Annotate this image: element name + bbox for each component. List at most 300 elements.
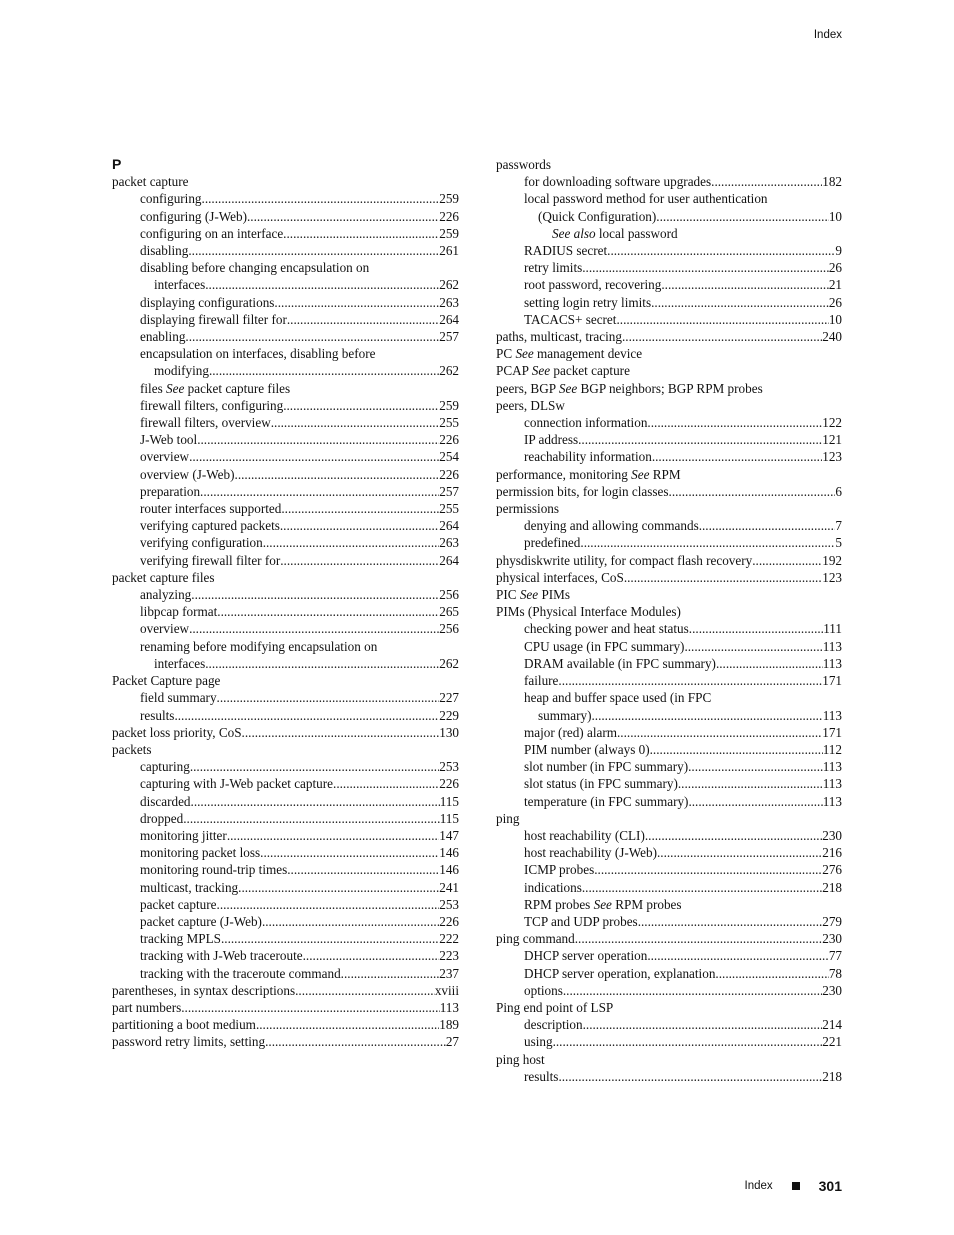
index-entry [496, 345, 842, 362]
footer-square-icon [792, 1182, 800, 1190]
index-entry [112, 982, 459, 999]
dot-leader [287, 311, 439, 328]
index-entry [496, 208, 842, 225]
index-entry-term: permissions [496, 501, 560, 517]
index-entry-page: 10 [828, 311, 842, 327]
index-entry [496, 724, 842, 741]
dot-leader [235, 466, 440, 483]
index-entry [112, 259, 459, 276]
index-entry [496, 534, 842, 551]
index-entry-page: 171 [822, 673, 842, 689]
dot-leader [580, 534, 835, 551]
index-entry-page: 262 [439, 655, 459, 671]
dot-leader [575, 930, 822, 947]
index-entry [496, 466, 842, 483]
see-reference: See [558, 380, 578, 396]
index-entry-term: packet capture (J-Web) [140, 913, 262, 929]
index-entry-page: 146 [439, 845, 459, 861]
index-entry-page: 111 [823, 621, 842, 637]
dot-leader [715, 965, 828, 982]
index-entry-page: 112 [822, 741, 842, 757]
index-entry-term: packet capture [140, 896, 217, 912]
index-entry-term: retry limits [524, 260, 583, 276]
dot-leader [191, 586, 439, 603]
index-entry-term: physdiskwrite utility, for compact flash recovery [496, 552, 753, 568]
index-column-left [112, 156, 459, 1051]
dot-leader [582, 879, 822, 896]
index-entry-term: enabling [140, 329, 186, 345]
dot-leader [295, 982, 435, 999]
index-entry [112, 930, 459, 947]
index-entry-term: modifying [154, 363, 209, 379]
index-entry [112, 362, 459, 379]
index-entry-term: major (red) alarm [524, 724, 617, 740]
index-entry [112, 414, 459, 431]
index-entry [112, 276, 459, 293]
index-entry [496, 173, 842, 190]
index-entry-term: description [524, 1017, 583, 1033]
index-entry-term: packet capture files [112, 569, 215, 585]
index-entry-term-prefix: RPM probes [524, 896, 594, 912]
index-entry-page: 255 [439, 501, 459, 517]
index-column-right [496, 156, 842, 1085]
page-footer [745, 1178, 843, 1194]
index-entry-term: IP address [524, 432, 579, 448]
index-entry [496, 380, 842, 397]
index-entry [496, 896, 842, 913]
index-entry-page: 276 [822, 862, 842, 878]
index-entry-term: Ping end point of LSP [496, 999, 614, 1015]
index-entry [496, 947, 842, 964]
index-entry [112, 827, 459, 844]
index-entry [496, 913, 842, 930]
index-entry [496, 982, 842, 999]
dot-leader [558, 1068, 822, 1085]
index-entries-left [112, 173, 459, 1050]
index-entry-page: 146 [439, 862, 459, 878]
index-entry-page: 189 [439, 1017, 459, 1033]
index-entry-page: 182 [822, 174, 842, 190]
index-entry-page: 10 [828, 208, 842, 224]
index-entry-page: 192 [822, 552, 842, 568]
index-entry [496, 793, 842, 810]
index-entry-term: renaming before modifying encapsulation on [140, 638, 378, 654]
index-entry [112, 431, 459, 448]
index-entry-term: verifying configuration [140, 535, 263, 551]
index-entry [496, 620, 842, 637]
index-entry-page: 5 [835, 535, 842, 551]
index-entry [112, 793, 459, 810]
index-entry-term: ICMP probes [524, 862, 595, 878]
index-entry [112, 534, 459, 551]
index-entry-term: slot number (in FPC summary) [524, 759, 689, 775]
index-entry [496, 414, 842, 431]
see-reference: See [531, 363, 551, 379]
index-entry [112, 741, 459, 758]
index-entry-page: 218 [822, 1068, 842, 1084]
dot-leader [263, 534, 440, 551]
index-entry-term: overview [140, 449, 190, 465]
index-entry-term-suffix: BGP neighbors; BGP RPM probes [577, 380, 763, 396]
index-entry-term: capturing with J-Web packet capture [140, 776, 334, 792]
dot-leader [688, 758, 823, 775]
index-entry [112, 225, 459, 242]
dot-leader [622, 328, 822, 345]
index-entry-page: 115 [439, 793, 459, 809]
index-entry [112, 724, 459, 741]
index-entry-term: connection information [524, 415, 648, 431]
index-entry-term [552, 225, 678, 242]
index-entry-page: 113 [822, 793, 842, 809]
index-entry-page: 259 [439, 225, 459, 241]
index-entry-page: 226 [439, 432, 459, 448]
index-entry-page: 241 [439, 879, 459, 895]
index-entry [496, 707, 842, 724]
index-entry-term: interfaces [154, 655, 206, 671]
dot-leader [558, 672, 822, 689]
index-entry-page: 21 [828, 277, 842, 293]
dot-leader [265, 1033, 446, 1050]
index-entry-page: 237 [439, 965, 459, 981]
index-entry [496, 500, 842, 517]
index-entry-page: 223 [439, 948, 459, 964]
index-entry [496, 483, 842, 500]
index-entry [496, 397, 842, 414]
index-entry-term: DHCP server operation [524, 948, 648, 964]
index-entry-term [496, 362, 630, 379]
index-entry-term: firewall filters, overview [140, 415, 271, 431]
index-entry-term: capturing [140, 759, 190, 775]
dot-leader [280, 552, 439, 569]
dot-leader [189, 448, 439, 465]
index-entry [112, 380, 459, 397]
index-entry-term: partitioning a boot medium [112, 1017, 256, 1033]
index-entry-page: 122 [822, 415, 842, 431]
index-entry-page: 253 [439, 896, 459, 912]
dot-leader [616, 311, 828, 328]
index-entry-term: summary) [538, 707, 592, 723]
index-entry-term: DHCP server operation, explanation [524, 965, 716, 981]
index-entry [496, 638, 842, 655]
dot-leader [221, 930, 439, 947]
index-entry-term: predefined [524, 535, 581, 551]
dot-leader [688, 793, 822, 810]
dot-leader [678, 775, 823, 792]
index-entry-term: physical interfaces, CoS [496, 569, 624, 585]
index-entry-page: 113 [439, 999, 459, 1015]
index-entry-page: 221 [822, 1034, 842, 1050]
index-entry-term: tracking MPLS [140, 931, 221, 947]
index-entry [112, 913, 459, 930]
index-entry-term: indications [524, 879, 582, 895]
index-entry-term: DRAM available (in FPC summary) [524, 655, 716, 671]
dot-leader [669, 483, 836, 500]
index-entry-term: local password method for user authentication [524, 191, 768, 207]
index-entry-term: password retry limits, setting [112, 1034, 266, 1050]
dot-leader [699, 517, 836, 534]
index-entry-page: 256 [439, 621, 459, 637]
index-entry-term: results [524, 1068, 559, 1084]
index-entry-page: 115 [439, 810, 459, 826]
dot-leader [303, 947, 440, 964]
dot-leader [582, 259, 829, 276]
dot-leader [262, 913, 439, 930]
index-entry [112, 517, 459, 534]
index-entry-page: 230 [822, 982, 842, 998]
index-entry [112, 947, 459, 964]
index-entry-term-prefix: performance, monitoring [496, 466, 632, 482]
dot-leader [274, 294, 439, 311]
index-entry-term: encapsulation on interfaces, disabling before [140, 346, 376, 362]
index-entry-term: peers, DLSw [496, 397, 565, 413]
index-entry-term-prefix: PIC [496, 587, 520, 603]
index-entry-term: results [140, 707, 175, 723]
index-entries-right [496, 156, 842, 1085]
index-entry [496, 586, 842, 603]
index-entry-term: (Quick Configuration) [538, 208, 657, 224]
index-entry-page: 264 [439, 311, 459, 327]
dot-leader [280, 517, 439, 534]
index-entry-term: setting login retry limits [524, 294, 652, 310]
index-entry-term: packet capture [112, 174, 189, 190]
index-entry [496, 965, 842, 982]
index-entry [496, 1033, 842, 1050]
index-entry [496, 311, 842, 328]
index-entry [496, 552, 842, 569]
index-entry [112, 294, 459, 311]
dot-leader [617, 724, 822, 741]
index-entry-page: 226 [439, 208, 459, 224]
index-entry-page: 259 [439, 191, 459, 207]
index-entry [496, 190, 842, 207]
index-entry [112, 775, 459, 792]
dot-leader [190, 758, 439, 775]
dot-leader [645, 827, 822, 844]
index-entry [496, 569, 842, 586]
index-entry-term-suffix: local password [595, 225, 678, 241]
index-entry [496, 810, 842, 827]
see-reference: See also [552, 225, 596, 241]
index-entry-term: discarded [140, 793, 191, 809]
index-entry-page: 113 [822, 638, 842, 654]
index-entry-term: router interfaces supported [140, 501, 282, 517]
index-entry [112, 896, 459, 913]
dot-leader [200, 483, 439, 500]
index-section-letter: P [112, 156, 122, 172]
index-entry [112, 672, 459, 689]
index-entry [112, 810, 459, 827]
index-entry-page: 240 [822, 329, 842, 345]
index-entry-page: 255 [439, 415, 459, 431]
index-entry [496, 844, 842, 861]
index-entry [496, 672, 842, 689]
dot-leader [205, 276, 439, 293]
dot-leader [651, 294, 829, 311]
index-entry-page: 257 [439, 329, 459, 345]
dot-leader [174, 707, 439, 724]
index-entry [112, 173, 459, 190]
index-entry-term [496, 345, 642, 362]
index-entry [112, 638, 459, 655]
index-entry-term: configuring (J-Web) [140, 208, 247, 224]
dot-leader [711, 173, 822, 190]
dot-leader [283, 225, 439, 242]
index-entry [496, 775, 842, 792]
index-entry-page: 121 [822, 432, 842, 448]
index-entry-page: xviii [434, 982, 459, 998]
index-entry [112, 1016, 459, 1033]
index-entry-page: 261 [439, 243, 459, 259]
index-entry-page: 6 [835, 483, 842, 499]
index-entry-term: denying and allowing commands [524, 518, 699, 534]
index-entry-term: failure [524, 673, 559, 689]
index-entry [112, 328, 459, 345]
index-entry-term: ping host [496, 1051, 545, 1067]
index-entry-term: firewall filters, configuring [140, 397, 284, 413]
index-entry-term: parentheses, in syntax descriptions [112, 982, 296, 998]
page-number: 301 [818, 1178, 842, 1194]
index-entry-page: 27 [445, 1034, 459, 1050]
index-entry [112, 586, 459, 603]
index-entry [496, 999, 842, 1016]
index-entry-page: 256 [439, 587, 459, 603]
index-entry-term: interfaces [154, 277, 206, 293]
index-entry-term: libpcap format [140, 604, 218, 620]
dot-leader [281, 500, 439, 517]
index-entry [496, 242, 842, 259]
dot-leader [238, 879, 439, 896]
index-entry-term [496, 380, 763, 397]
index-entry-page: 279 [822, 913, 842, 929]
dot-leader [752, 552, 822, 569]
index-entry [112, 311, 459, 328]
index-entry-term [496, 466, 681, 483]
dot-leader [271, 414, 439, 431]
dot-leader [209, 362, 439, 379]
dot-leader [684, 638, 822, 655]
index-entry-term: J-Web tool [140, 432, 198, 448]
index-entry-term: ping [496, 810, 520, 826]
index-entry-term: packets [112, 741, 152, 757]
index-entry-term: root password, recovering [524, 277, 662, 293]
index-entry [112, 448, 459, 465]
dot-leader [583, 1016, 823, 1033]
dot-leader [656, 208, 829, 225]
dot-leader [247, 208, 439, 225]
index-entry [496, 655, 842, 672]
dot-leader [227, 827, 439, 844]
dot-leader [188, 242, 439, 259]
index-entry [496, 1051, 842, 1068]
index-entry-term-suffix: RPM [649, 466, 681, 482]
index-entry-term: preparation [140, 483, 201, 499]
index-entry [496, 827, 842, 844]
index-entry-page: 259 [439, 397, 459, 413]
dot-leader [647, 947, 829, 964]
index-entry [496, 362, 842, 379]
see-reference: See [593, 896, 612, 912]
index-entry-term-prefix: PCAP [496, 363, 532, 379]
index-entry-page: 147 [439, 827, 459, 843]
index-entry-term: host reachability (J-Web) [524, 845, 657, 861]
dot-leader [661, 276, 828, 293]
index-entry [496, 276, 842, 293]
index-entry-term: permission bits, for login classes [496, 483, 669, 499]
dot-leader [607, 242, 835, 259]
index-entry-term [140, 380, 290, 397]
index-entry-term: reachability information [524, 449, 652, 465]
index-entry-page: 171 [822, 724, 842, 740]
index-entry-term: monitoring round-trip times [140, 862, 288, 878]
index-entry-page: 230 [822, 931, 842, 947]
index-entry-term: displaying firewall filter for [140, 311, 287, 327]
index-entry-page: 257 [439, 483, 459, 499]
index-entry-term: options [524, 982, 563, 998]
index-entry [112, 758, 459, 775]
index-entry-term-suffix: packet capture files [184, 380, 291, 396]
index-entry [496, 156, 842, 173]
index-entry [496, 431, 842, 448]
index-entry-term: RADIUS secret [524, 243, 608, 259]
index-entry-page: 265 [439, 604, 459, 620]
dot-leader [287, 861, 439, 878]
dot-leader [333, 775, 439, 792]
index-entry [112, 569, 459, 586]
index-entry [496, 861, 842, 878]
index-entry-term: part numbers [112, 999, 182, 1015]
index-entry-term: disabling [140, 243, 189, 259]
index-entry-page: 226 [439, 913, 459, 929]
index-entry-term-prefix: PC [496, 346, 516, 362]
index-entry-term: temperature (in FPC summary) [524, 793, 689, 809]
index-entry-page: 263 [439, 535, 459, 551]
dot-leader [185, 328, 439, 345]
index-entry-page: 78 [828, 965, 842, 981]
see-reference: See [519, 587, 539, 603]
index-entry-term-suffix: packet capture [550, 363, 630, 379]
index-entry-page: 227 [439, 690, 459, 706]
see-reference: See [515, 346, 534, 362]
dot-leader [624, 569, 822, 586]
index-entry-term: heap and buffer space used (in FPC [524, 690, 712, 706]
index-entry [496, 448, 842, 465]
index-entry [112, 466, 459, 483]
index-entry-term: host reachability (CLI) [524, 827, 645, 843]
dot-leader [217, 603, 439, 620]
index-entry-term: dropped [140, 810, 184, 826]
index-entry-term: paths, multicast, tracing [496, 329, 622, 345]
index-entry [112, 1033, 459, 1050]
index-entry-term: monitoring jitter [140, 827, 227, 843]
index-entry-term: slot status (in FPC summary) [524, 776, 678, 792]
dot-leader [638, 913, 823, 930]
index-entry-page: 253 [439, 759, 459, 775]
index-entry-page: 7 [835, 518, 842, 534]
index-entry [496, 517, 842, 534]
index-entry-term-suffix: management device [533, 346, 643, 362]
dot-leader [578, 431, 822, 448]
index-entry-page: 26 [828, 260, 842, 276]
index-entry-term: ping command [496, 931, 575, 947]
index-entry [496, 603, 842, 620]
dot-leader [189, 620, 439, 637]
dot-leader [256, 1016, 439, 1033]
dot-leader [217, 689, 440, 706]
index-entry-term: packet loss priority, CoS [112, 724, 242, 740]
index-entry [496, 1068, 842, 1085]
index-entry-page: 262 [439, 277, 459, 293]
dot-leader [553, 1033, 823, 1050]
